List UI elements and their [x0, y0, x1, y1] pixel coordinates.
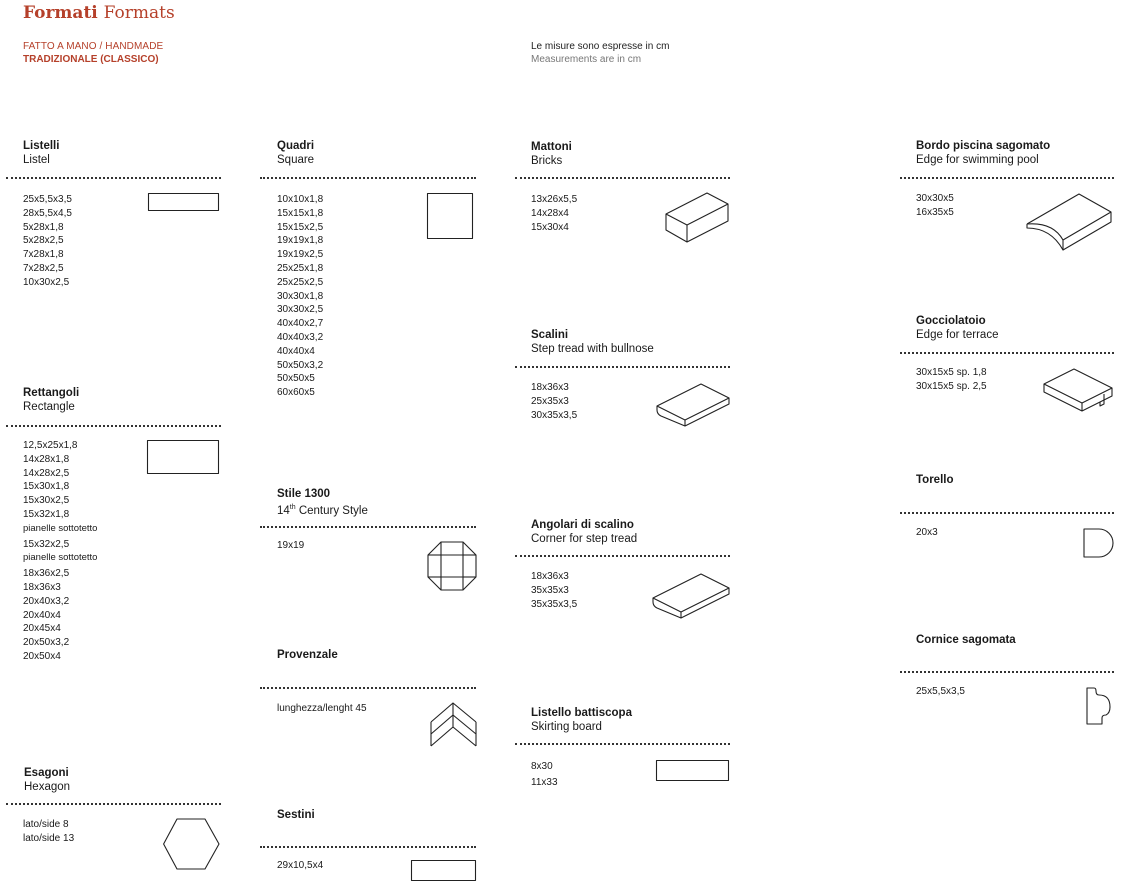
section-name-italian: Listelli [23, 140, 60, 152]
section-provenzale [277, 648, 338, 662]
hexagon-icon [163, 818, 221, 871]
size-item: 60x60x5 [277, 387, 315, 399]
size-item: lunghezza/lenght 45 [277, 703, 367, 714]
section-rettangoli [23, 386, 79, 414]
divider [260, 526, 476, 528]
size-item: 25x35x3 [531, 396, 569, 408]
section-angolari [531, 518, 637, 546]
section-name-italian: Cornice sagomata [916, 634, 1016, 646]
century-suffix: th [289, 504, 296, 511]
divider [515, 366, 730, 368]
divider [6, 425, 221, 427]
divider [515, 177, 730, 179]
size-item: 20x40x4 [23, 609, 61, 621]
pool-edge-icon [1025, 192, 1113, 254]
size-item: 14x28x2,5 [23, 467, 70, 479]
page-title [23, 3, 175, 23]
chevron-tile-icon [430, 702, 478, 750]
size-item: 18x36x3 [23, 581, 61, 593]
size-list-stile1300 [277, 539, 304, 553]
section-name-italian: Mattoni [531, 141, 572, 153]
size-item: 20x50x3,2 [23, 637, 70, 649]
section-sestini [277, 808, 315, 822]
section-battiscopa [531, 706, 632, 734]
title-english: Formats [103, 3, 175, 23]
size-item: 7x28x2,5 [23, 262, 64, 274]
size-item: 19x19 [277, 540, 305, 551]
section-name-english: Square [277, 154, 315, 166]
section-name-italian: Angolari di scalino [531, 519, 634, 531]
step-tread-icon [655, 382, 731, 428]
square-icon [427, 193, 475, 241]
corner-step-icon [651, 572, 731, 620]
divider [6, 803, 221, 805]
section-name-italian: Quadri [277, 140, 315, 152]
size-item: 20x40x3,2 [23, 595, 70, 607]
size-item: 15x15x1,8 [277, 207, 324, 219]
cornice-profile-icon [1086, 687, 1116, 727]
section-name-italian: Provenzale [277, 649, 338, 661]
divider [900, 671, 1114, 673]
divider [260, 687, 476, 689]
section-name-italian: Scalini [531, 329, 569, 341]
rectangle-icon [147, 440, 220, 476]
size-item: 15x15x2,5 [277, 221, 324, 233]
size-list-gocciolatoio [916, 366, 987, 394]
section-name-italian: Gocciolatoio [916, 315, 986, 327]
century-number: 14 [277, 504, 290, 517]
subtitle-traditional: TRADIZIONALE (CLASSICO) [23, 54, 159, 65]
section-scalini [531, 328, 654, 356]
size-item: 50x50x3,2 [277, 359, 324, 371]
section-name-english: Bricks [531, 155, 563, 167]
section-name-italian: Torello [916, 474, 954, 486]
section-torello [916, 473, 953, 487]
size-item: 18x36x3 [531, 382, 569, 393]
size-item: 40x40x2,7 [277, 318, 324, 330]
section-quadri [277, 139, 314, 167]
size-item: 10x10x1,8 [277, 194, 324, 205]
section-name-italian: Stile 1300 [277, 488, 331, 500]
size-item: 7x28x1,8 [23, 249, 64, 261]
section-bordo [916, 139, 1050, 167]
size-list-bordo [916, 192, 954, 220]
size-item: lato/side 8 [23, 819, 69, 830]
size-list-provenzale [277, 702, 367, 716]
size-item: 16x35x5 [916, 207, 954, 219]
section-name-english: Step tread with bullnose [531, 343, 654, 355]
size-list-quadri [277, 193, 323, 400]
measure-note-english: Measurements are in cm [531, 54, 642, 65]
divider [515, 555, 730, 557]
section-name-english: Hexagon [24, 781, 71, 793]
size-list-angolari [531, 570, 577, 613]
size-item: 5x28x2,5 [23, 235, 64, 247]
section-name-english: Corner for step tread [531, 533, 638, 545]
size-item: 25x5,5x3,5 [23, 194, 72, 205]
size-list-rettangoli [23, 439, 97, 664]
bullnose-profile-icon [1083, 527, 1117, 561]
size-item: 29x10,5x4 [277, 860, 324, 871]
size-item: 18x36x2,5 [23, 568, 70, 580]
size-item: 25x5,5x3,5 [916, 686, 965, 697]
size-item: 30x35x3,5 [531, 410, 578, 422]
section-name-english: Edge for terrace [916, 329, 999, 341]
thin-rectangle-icon [148, 193, 220, 213]
section-name-italian: Esagoni [24, 767, 69, 779]
section-cornice [916, 633, 1016, 647]
size-item: 20x50x4 [23, 650, 61, 662]
size-item: 35x35x3 [531, 585, 569, 597]
size-item: 14x28x1,8 [23, 453, 70, 465]
size-list-esagoni [23, 818, 74, 846]
size-note: pianelle sottotetto [23, 552, 98, 564]
divider [900, 177, 1114, 179]
terrace-edge-icon [1042, 368, 1114, 418]
subtitle-handmade: FATTO A MANO / HANDMADE [23, 41, 164, 52]
size-item: 35x35x3,5 [531, 599, 578, 611]
size-item: 25x25x2,5 [277, 276, 324, 288]
size-list-scalini [531, 381, 577, 424]
size-item: 30x30x5 [916, 193, 954, 204]
size-item: 30x30x1,8 [277, 290, 324, 302]
section-name-english [277, 501, 368, 518]
section-stile1300 [277, 487, 368, 518]
size-item: 50x50x5 [277, 373, 315, 385]
size-item: 13x26x5,5 [531, 194, 578, 205]
section-name-italian: Rettangoli [23, 387, 80, 399]
size-note: pianelle sottotetto [23, 522, 98, 534]
size-item: 20x3 [916, 527, 938, 538]
section-name-italian: Bordo piscina sagomato [916, 140, 1051, 152]
size-item: 40x40x3,2 [277, 331, 324, 343]
section-name-italian: Sestini [277, 809, 315, 821]
divider [900, 352, 1114, 354]
measure-note-italian: Le misure sono espresse in cm [531, 41, 670, 52]
section-mattoni [531, 140, 572, 168]
flat-rectangle-icon [411, 860, 477, 883]
skirting-board-icon [656, 760, 730, 783]
size-item: 30x15x5 sp. 1,8 [916, 367, 987, 378]
section-name-italian: Listello battiscopa [531, 707, 632, 719]
section-name-english: Skirting board [531, 721, 602, 733]
size-item: 18x36x3 [531, 571, 569, 582]
size-item: 20x45x4 [23, 623, 61, 635]
size-item: 10x30x2,5 [23, 276, 70, 288]
size-item: 15x32x2,5 [23, 538, 70, 550]
section-listelli [23, 139, 59, 167]
size-item: 14x28x4 [531, 208, 569, 220]
size-list-cornice [916, 685, 965, 699]
size-list-listelli [23, 193, 72, 290]
size-item: 40x40x4 [277, 345, 315, 357]
brick-icon [664, 192, 730, 244]
size-item: 19x19x1,8 [277, 235, 324, 247]
size-item: 8x30 [531, 761, 553, 772]
size-list-battiscopa [531, 759, 558, 790]
size-item: 15x30x1,8 [23, 481, 70, 493]
size-item: 5x28x1,8 [23, 221, 64, 233]
size-list-torello [916, 526, 938, 540]
divider [260, 177, 476, 179]
size-item: 28x5,5x4,5 [23, 207, 72, 219]
size-item: lato/side 13 [23, 832, 75, 844]
size-item: 15x32x1,8 [23, 508, 70, 520]
size-item: 30x30x2,5 [277, 304, 324, 316]
size-item: 15x30x2,5 [23, 495, 70, 507]
section-name-english: Rectangle [23, 401, 75, 413]
size-list-mattoni [531, 193, 577, 236]
divider [900, 512, 1114, 514]
century-label: Century Style [295, 504, 368, 517]
size-item: 11x33 [531, 776, 558, 788]
size-item: 12,5x25x1,8 [23, 440, 78, 451]
size-item: 19x19x2,5 [277, 249, 324, 261]
section-gocciolatoio [916, 314, 998, 342]
size-item: 25x25x1,8 [277, 262, 324, 274]
size-list-sestini [277, 859, 323, 873]
section-esagoni [24, 766, 70, 794]
section-name-english: Listel [23, 154, 50, 166]
section-name-english: Edge for swimming pool [916, 154, 1039, 166]
octagon-tile-icon [427, 541, 478, 592]
divider [515, 743, 730, 745]
size-item: 30x15x5 sp. 2,5 [916, 381, 987, 393]
size-item: 15x30x4 [531, 222, 569, 234]
title-italian: Formati [23, 3, 98, 23]
divider [6, 177, 221, 179]
divider [260, 846, 476, 848]
